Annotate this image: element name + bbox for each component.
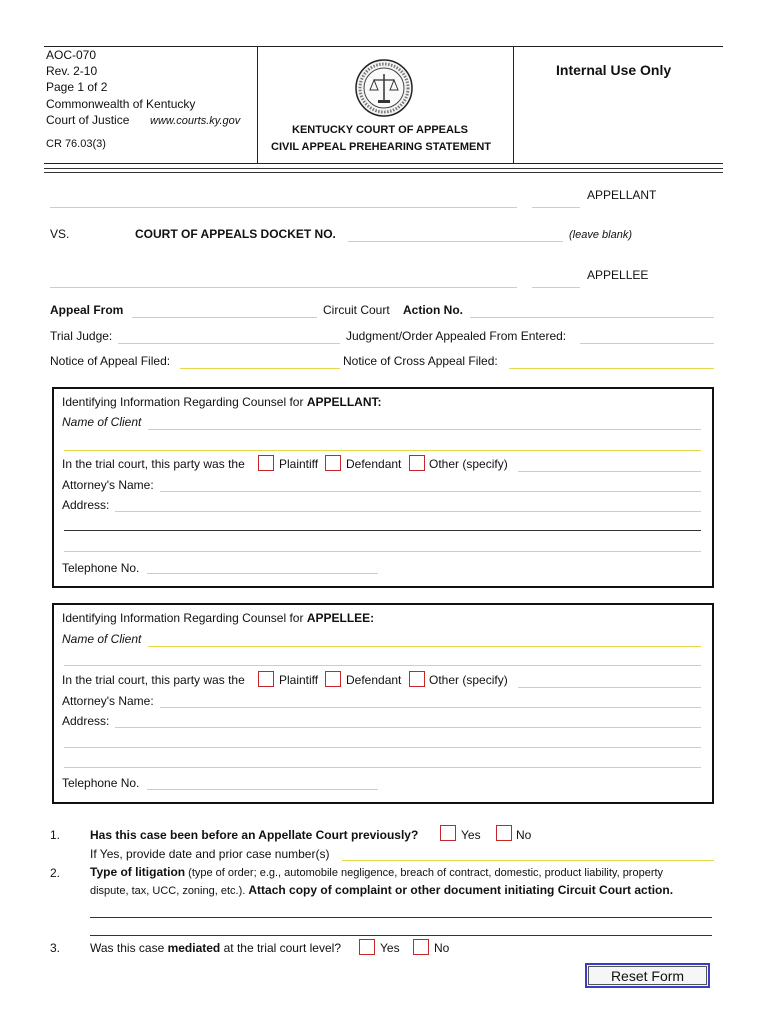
docket-label: COURT OF APPEALS DOCKET NO. [135, 227, 336, 241]
q3-no-label: No [434, 941, 450, 955]
appellant-other-field[interactable] [518, 471, 701, 472]
appellee-trial-party-label: In the trial court, this party was the [62, 673, 245, 687]
appellee-client-field-2[interactable] [64, 665, 701, 666]
appellee-other-checkbox[interactable] [409, 671, 425, 687]
q3-number: 3. [50, 941, 61, 955]
rule-label: CR 76.03(3) [46, 138, 106, 150]
q2-answer-line-2[interactable] [90, 935, 712, 936]
appellee-extra-field[interactable] [532, 287, 580, 288]
appellant-plaintiff-label: Plaintiff [279, 457, 319, 471]
appellee-label: APPELLEE [587, 268, 649, 282]
appellant-panel-heading [62, 395, 381, 409]
appellant-trial-party-label: In the trial court, this party was the [62, 457, 245, 471]
appellant-telephone-label: Telephone No. [62, 561, 140, 575]
appellant-heading-prefix: Identifying Information Regarding Counsel for [62, 395, 307, 409]
appellant-client-field[interactable] [148, 429, 701, 430]
notice-filed-field[interactable] [180, 368, 340, 369]
reset-form-label: Reset Form [588, 966, 707, 985]
appellee-address-label: Address: [62, 714, 110, 728]
q2-small-2: dispute, tax, UCC, zoning, etc.). [90, 885, 249, 897]
circuit-court-label: Circuit Court [323, 303, 390, 317]
appellant-telephone-field[interactable] [147, 573, 378, 574]
cross-notice-filed-label: Notice of Cross Appeal Filed: [343, 354, 498, 368]
appellant-client-field-2[interactable] [64, 450, 701, 451]
q1-prior-case-field[interactable] [342, 860, 714, 861]
appellee-client-field[interactable] [148, 646, 701, 647]
action-no-field[interactable] [470, 317, 714, 318]
appellee-address-field-3[interactable] [64, 767, 701, 768]
q2-bold-2: Attach copy of complaint or other document initiating Circuit Court action. [248, 883, 674, 897]
q2-small: (type of order; e.g., automobile negligence, breach of contract, domestic, product liability, property [185, 867, 664, 879]
appellee-heading-party: APPELLEE: [306, 611, 375, 625]
appellant-attorney-field[interactable] [160, 491, 701, 492]
q3-no-checkbox[interactable] [413, 939, 429, 955]
appellee-address-field-2[interactable] [64, 747, 701, 748]
q1-yes-checkbox[interactable] [440, 825, 456, 841]
reset-form-button[interactable] [585, 963, 710, 988]
trial-judge-field[interactable] [118, 343, 340, 344]
court-of-justice-label: Court of Justice [46, 113, 130, 127]
q2-answer-line-1[interactable] [90, 917, 712, 918]
appellant-address-line-2[interactable] [64, 530, 701, 531]
appellee-attorney-field[interactable] [160, 707, 701, 708]
website-label: www.courts.ky.gov [150, 115, 241, 127]
header-divider-2 [44, 172, 723, 173]
vs-label: VS. [50, 227, 70, 241]
form-revision: Rev. 2-10 [46, 64, 98, 78]
appellee-heading-prefix: Identifying Information Regarding Counsel for [62, 611, 307, 625]
q3-post: at the trial court level? [220, 941, 341, 955]
appellant-attorney-label: Attorney's Name: [62, 478, 154, 492]
q1-yes-label: Yes [461, 828, 481, 842]
q1-no-checkbox[interactable] [496, 825, 512, 841]
judgment-entered-label: Judgment/Order Appealed From Entered: [346, 329, 567, 343]
q3-pre: Was this case [90, 941, 168, 955]
appellee-other-field[interactable] [518, 687, 701, 688]
q3-bold: mediated [167, 941, 221, 955]
appellee-address-field[interactable] [115, 727, 701, 728]
court-seal-icon [354, 58, 414, 118]
page-number: Page 1 of 2 [46, 80, 108, 94]
appellant-label: APPELLANT [587, 188, 657, 202]
appellant-address-label: Address: [62, 498, 110, 512]
q3-yes-label: Yes [380, 941, 400, 955]
q2-bold: Type of litigation [90, 865, 186, 879]
leave-blank-note: (leave blank) [569, 229, 632, 241]
appellant-address-field-3[interactable] [64, 551, 701, 552]
q2-line-1 [90, 865, 663, 879]
appellee-defendant-label: Defendant [346, 673, 402, 687]
docket-number-field[interactable] [348, 241, 563, 242]
appellant-heading-party: APPELLANT: [306, 395, 382, 409]
appellant-extra-field[interactable] [532, 207, 580, 208]
appellee-client-label: Name of Client [62, 632, 142, 646]
q3-text [90, 941, 341, 955]
appellee-defendant-checkbox[interactable] [325, 671, 341, 687]
appellant-other-label: Other (specify) [429, 457, 508, 471]
appellee-plaintiff-checkbox[interactable] [258, 671, 274, 687]
appellee-attorney-label: Attorney's Name: [62, 694, 154, 708]
appellant-defendant-label: Defendant [346, 457, 402, 471]
appellant-name-field[interactable] [50, 207, 517, 208]
q2-line-2 [90, 883, 673, 897]
q1-no-label: No [516, 828, 532, 842]
statement-title: CIVIL APPEAL PREHEARING STATEMENT [271, 141, 492, 153]
q1-sub-label: If Yes, provide date and prior case number(s) [90, 847, 330, 861]
court-title: KENTUCKY COURT OF APPEALS [292, 124, 469, 136]
q1-number: 1. [50, 828, 61, 842]
commonwealth-label: Commonwealth of Kentucky [46, 97, 196, 111]
appellee-panel-heading [62, 611, 374, 625]
internal-use-label: Internal Use Only [556, 62, 672, 78]
appellant-address-field[interactable] [115, 511, 701, 512]
appellee-telephone-field[interactable] [147, 789, 378, 790]
appeal-from-label: Appeal From [50, 303, 124, 317]
appeal-from-field[interactable] [132, 317, 317, 318]
appellee-plaintiff-label: Plaintiff [279, 673, 319, 687]
action-no-label: Action No. [403, 303, 463, 317]
notice-filed-label: Notice of Appeal Filed: [50, 354, 171, 368]
appellant-client-label: Name of Client [62, 415, 142, 429]
judgment-entered-field[interactable] [580, 343, 714, 344]
appellee-telephone-label: Telephone No. [62, 776, 140, 790]
appellee-name-field[interactable] [50, 287, 517, 288]
q2-number: 2. [50, 866, 61, 880]
form-id: AOC-070 [46, 48, 97, 62]
trial-judge-label: Trial Judge: [50, 329, 113, 343]
appellant-plaintiff-checkbox[interactable] [258, 455, 274, 471]
header-divider [44, 168, 723, 169]
cross-notice-filed-field[interactable] [509, 368, 714, 369]
appellee-other-label: Other (specify) [429, 673, 508, 687]
appellant-other-checkbox[interactable] [409, 455, 425, 471]
q3-yes-checkbox[interactable] [359, 939, 375, 955]
appellant-defendant-checkbox[interactable] [325, 455, 341, 471]
q1-text: Has this case been before an Appellate Court previously? [90, 828, 419, 842]
